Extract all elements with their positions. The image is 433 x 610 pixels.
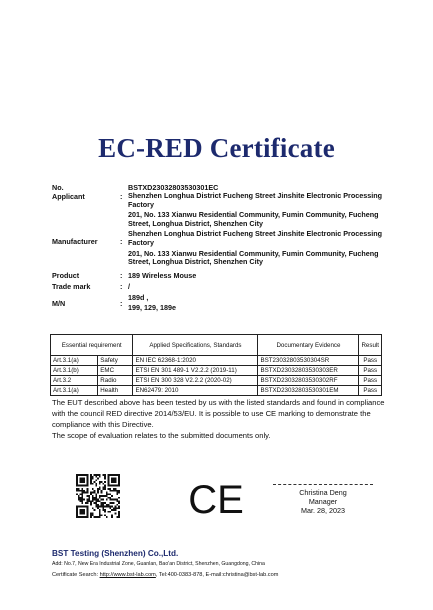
signatory-name: Christina Deng: [299, 488, 347, 497]
email-link[interactable]: E-mail:christina@bst-lab.com: [205, 572, 279, 578]
header-result: Result: [359, 335, 382, 356]
no-label: No.: [52, 183, 64, 192]
cell-result: Pass: [359, 356, 382, 366]
cell-article: Art.3.1(b): [51, 366, 98, 376]
statement-scope: The scope of evaluation relates to the submitted documents only.: [52, 431, 271, 440]
cell-article: Art.3.2: [51, 376, 98, 386]
ce-mark-text: CE: [188, 479, 244, 519]
applicant-address: 201, No. 133 Xianwu Residential Community, Fumin Community, Fucheng Street, Longhua District, Shenzhen City: [128, 210, 379, 228]
cell-standard: ETSI EN 300 328 V2.2.2 (2020-02): [133, 376, 258, 386]
company-address: Add: No.7, New Era Industrial Zone, Guanlan, Bao'an District, Shenzhen, Guangdong, China: [52, 561, 265, 567]
signatory-title: Manager: [308, 497, 338, 507]
signature-line: [273, 484, 373, 485]
mn-value-1: 189d ,: [128, 292, 149, 302]
applicant-label: Applicant: [52, 192, 85, 201]
product-label: Product: [52, 270, 80, 280]
no-value: BSTXD23032803530301EC: [128, 183, 219, 192]
header-applied-specifications: Applied Specifications, Standards: [133, 335, 258, 356]
cell-standard: ETSI EN 301 489-1 V2.2.2 (2019-11): [133, 366, 258, 376]
qr-code-icon: [76, 474, 120, 518]
manufacturer-label: Manufacturer: [52, 237, 98, 247]
manufacturer-name: Shenzhen Longhua District Fucheng Street Jinshite Electronic Processing Factory: [128, 229, 383, 247]
manufacturer-row: Manufacturer : Shenzhen Longhua District Fucheng Street Jinshite Electronic Processing Factory 201, No. 133 Xianwu Residential Community, Fumin Community, Fucheng Street, Longhua District, Shenzhen City: [52, 228, 392, 266]
cell-result: Pass: [359, 386, 382, 396]
header-essential-requirement: Essential requirement: [51, 335, 133, 356]
cell-article: Art.3.1(a): [51, 356, 98, 366]
ce-mark-icon: [178, 479, 254, 519]
manufacturer-address: 201, No. 133 Xianwu Residential Community, Fumin Community, Fucheng Street, Longhua District, Shenzhen City: [128, 248, 379, 267]
cell-evidence: BSTXD23032803530301EM: [258, 386, 359, 396]
cell-evidence: BSTXD23032803530302RF: [258, 376, 359, 386]
cell-evidence: BSTXD23032803530303ER: [258, 366, 359, 376]
cell-result: Pass: [359, 366, 382, 376]
cell-standard: EN62479: 2010: [133, 386, 258, 396]
trademark-value: /: [128, 281, 130, 291]
requirements-table: [50, 334, 382, 396]
table-row: [51, 386, 382, 396]
cell-category: Safety: [98, 356, 133, 366]
trademark-label: Trade mark: [52, 281, 91, 291]
applicant-name: Shenzhen Longhua District Fucheng Street Jinshite Electronic Processing Factory: [128, 191, 383, 209]
trademark-row: Trade mark : /: [52, 282, 392, 291]
mn-value-2: 199, 129, 189e: [128, 303, 176, 313]
contact-line: Certificate Search: http://www.bst-lab.com, Tel:400-0383-878, E-mail:christina@bst-lab.com: [52, 572, 279, 578]
table-row: [51, 366, 382, 376]
cell-article: Art.3.1(a): [51, 386, 98, 396]
cell-evidence: BST23032803530304SR: [258, 356, 359, 366]
website-link[interactable]: http://www.bst-lab.com: [99, 572, 156, 578]
cell-category: Health: [98, 386, 133, 396]
cell-category: Radio: [98, 376, 133, 386]
table-row: [51, 376, 382, 386]
header-documentary-evidence: Documentary Evidence: [258, 335, 359, 356]
signature-block: [268, 476, 378, 536]
cell-standard: EN IEC 62368-1:2020: [133, 356, 258, 366]
certificate-title: EC-RED Certificate: [98, 133, 335, 163]
applicant-row: Applicant : Shenzhen Longhua District Fucheng Street Jinshite Electronic Processing Factory 201, No. 133 Xianwu Residential Community, Fumin Community, Fucheng Street, Longhua District, Shenzhen City: [52, 192, 392, 228]
telephone: Tel:400-0383-878,: [158, 572, 204, 578]
product-row: Product : 189 Wireless Mouse: [52, 271, 392, 280]
cell-category: EMC: [98, 366, 133, 376]
table-header-row: [51, 335, 382, 356]
mn-label: M/N: [52, 298, 66, 308]
footer: [52, 548, 412, 581]
statement-compliance: The EUT described above has been tested by us with the listed standards and found in compliance with the council RED directive 2014/53/EU. It is possible to use CE marking to demonstrate the compliance with this Directive.: [52, 398, 385, 429]
compliance-statement: [52, 397, 392, 441]
certificate-info: [52, 183, 392, 313]
cell-result: Pass: [359, 376, 382, 386]
table-row: [51, 356, 382, 366]
search-label: Certificate Search:: [52, 572, 99, 578]
signature-date: Mar. 28, 2023: [301, 506, 345, 516]
mn-row: M/N : 189d , 199, 129, 189e: [52, 294, 392, 313]
product-value: 189 Wireless Mouse: [128, 270, 197, 280]
company-name: BST Testing (Shenzhen) Co.,Ltd.: [52, 549, 179, 558]
